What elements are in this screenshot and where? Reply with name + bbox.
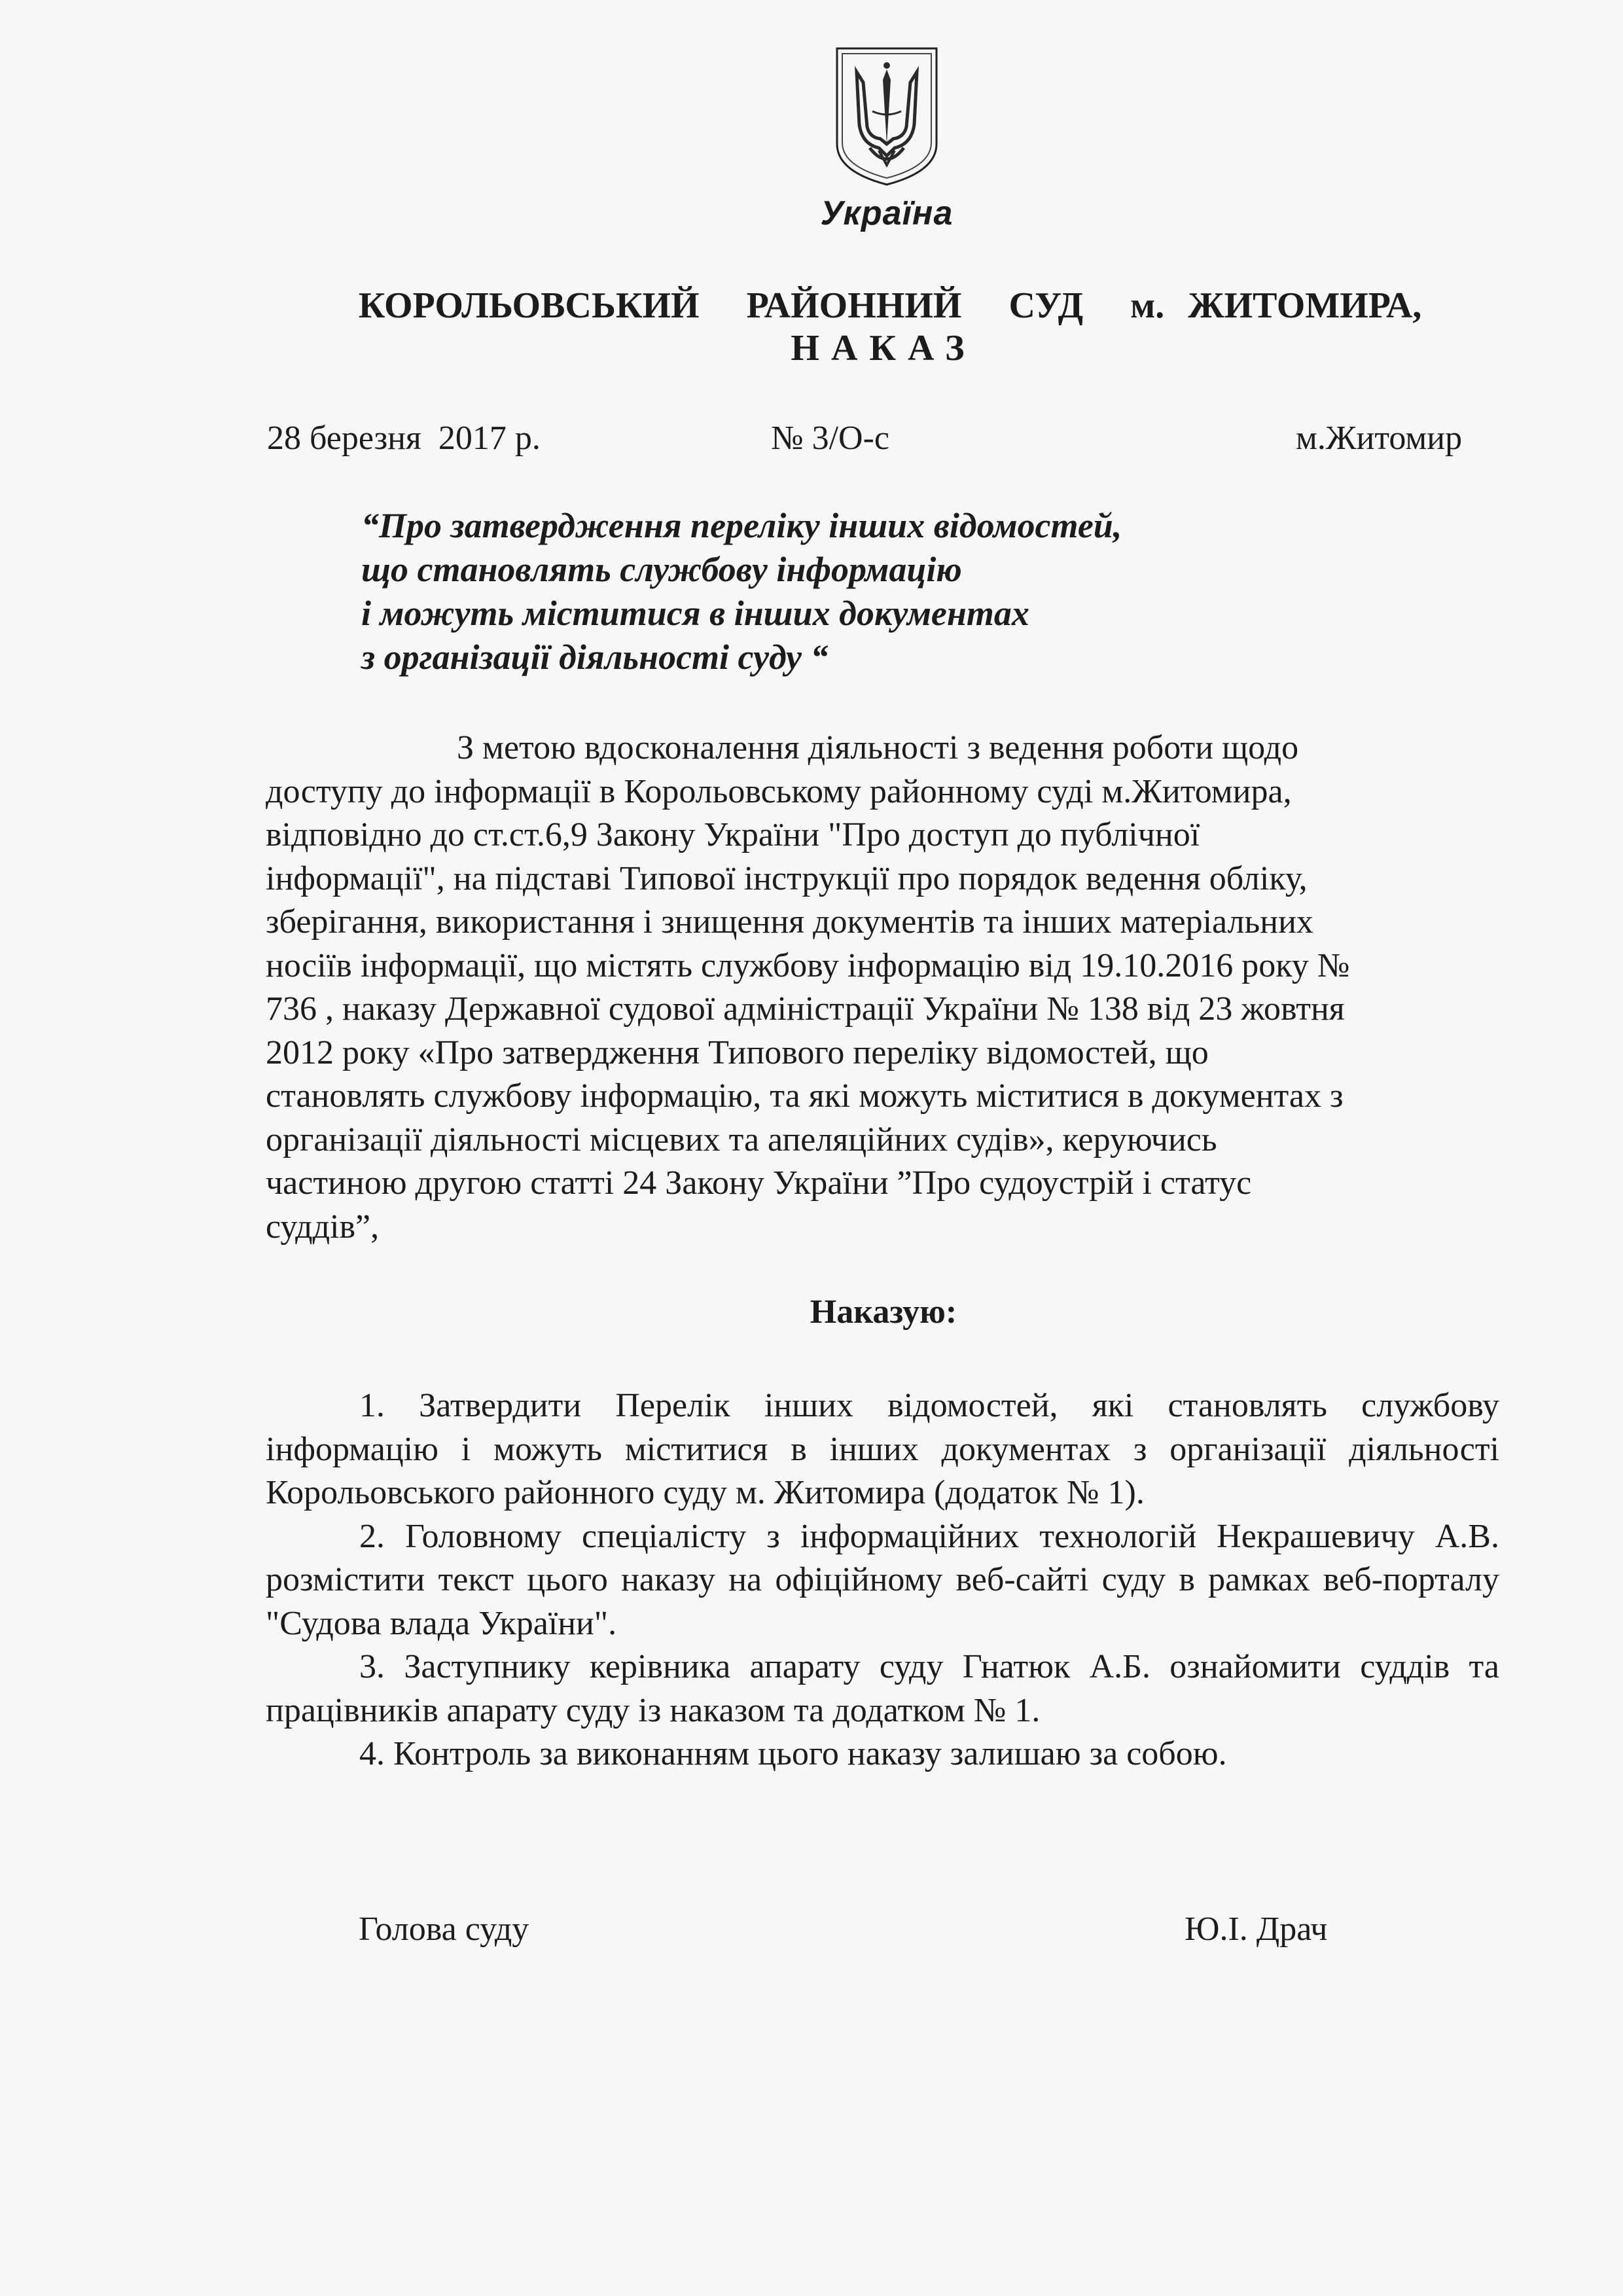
order-number: № 3/О-с (771, 420, 890, 457)
order-title (361, 504, 1343, 679)
title-line: “Про затвердження переліку інших відомостей, (361, 506, 1122, 545)
order-items (266, 1384, 1499, 1776)
preamble-line: частиною другою статті 24 Закону України ”Про судоустрій і статус (266, 1164, 1252, 1202)
order-date: 28 березня 2017 р. (267, 420, 541, 457)
title-line: з організації діяльності суду “ (361, 637, 829, 677)
preamble (266, 726, 1509, 1249)
order-item: 2. Головному спеціалісту з інформаційних технологій Некрашевичу А.В. розмістити текст цього наказу на офіційному веб-сайті суду в рамках веб-порталу "Судова влада України". (266, 1517, 1499, 1642)
preamble-line: носіїв інформації, що містять службову інформацію від 19.10.2016 року № (266, 946, 1350, 984)
signatory-name: Ю.І. Драч (1185, 1910, 1328, 1948)
title-line: що становлять службову інформацію (361, 550, 962, 589)
document-type: НАКАЗ (791, 328, 976, 368)
order-item: 4. Контроль за виконанням цього наказу залишаю за собою. (359, 1735, 1227, 1772)
preamble-line: 736 , наказу Державної судової адміністрації України № 138 від 23 жовтня (266, 990, 1345, 1028)
order-item: 3. Заступнику керівника апарату суду Гнатюк А.Б. ознайомити суддів та працівників апарату суду із наказом та додатком № 1. (266, 1648, 1499, 1729)
preamble-line: 2012 року «Про затвердження Типового переліку відомостей, що (266, 1033, 1209, 1071)
order-item: 1. Затвердити Перелік інших відомостей, які становлять службову інформацію і можуть міститися в інших документах з організації діяльності Корольовського районного суду м. Житомира (додаток № 1). (266, 1387, 1499, 1511)
country-title: Україна (820, 194, 954, 232)
preamble-line: суддів”, (266, 1208, 380, 1246)
preamble-line: організації діяльності місцевих та апеляційних судів», керуючись (266, 1121, 1217, 1158)
preamble-line: зберігання, використання і знищення документів та інших матеріальних (266, 903, 1313, 941)
preamble-line: З метою вдосконалення діяльності з ведення роботи щодо (457, 729, 1299, 766)
title-line: і можуть міститися в інших документах (361, 594, 1029, 633)
signatory-position: Голова суду (359, 1910, 529, 1948)
preamble-line: доступу до інформації в Корольовському районному суді м.Житомира, (266, 772, 1292, 810)
court-name: КОРОЛЬОВСЬКИЙ РАЙОННИЙ СУД м. ЖИТОМИРА, (358, 285, 1422, 326)
order-city: м.Житомир (1296, 420, 1463, 457)
trident-emblem-icon (833, 46, 940, 187)
preamble-line: становлять службову інформацію, та які можуть міститися в документах з (266, 1077, 1344, 1115)
order-heading: Наказую: (810, 1293, 957, 1331)
preamble-line: інформації", на підставі Типової інструкції про порядок ведення обліку, (266, 859, 1308, 897)
preamble-line: відповідно до ст.ст.6,9 Закону України "Про доступ до публічної (266, 816, 1200, 853)
